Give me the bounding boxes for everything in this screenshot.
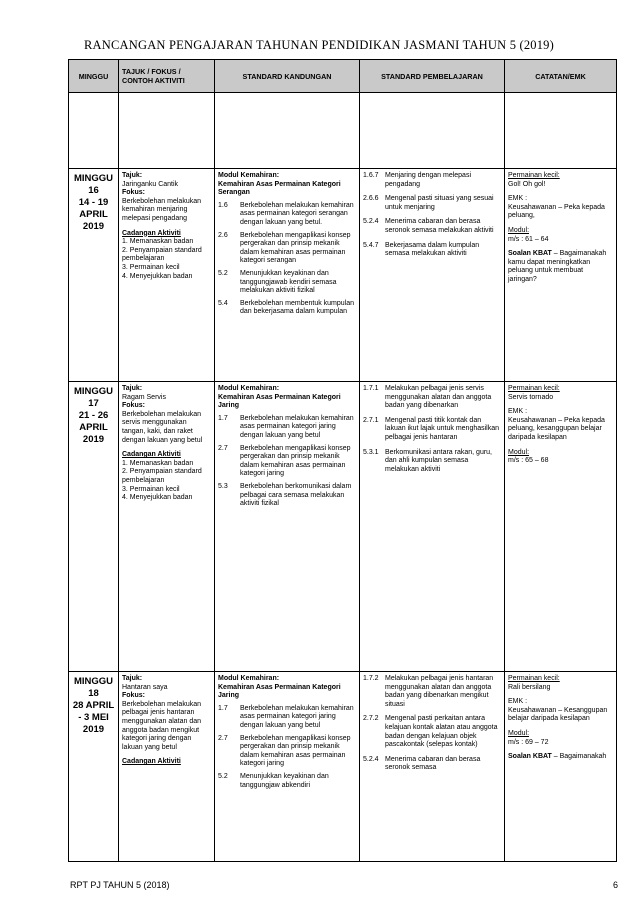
fokus-text: Berkebolehan melakukan kemahiran menjaring melepasi pengadang xyxy=(122,197,201,222)
header-tajuk: TAJUK / FOKUS / CONTOH AKTIVITI xyxy=(119,60,215,93)
kbat-text: – Bagaimanakah kamu dapat meningkatkan peluang untuk membuat jaringan? xyxy=(508,250,607,283)
sk-text: Berkebolehan mengaplikasi konsep pergerakan dan prinsip mekanik dalam kemahiran asas permainan kategori jaring xyxy=(240,734,351,768)
sk-title: Modul Kemahiran: xyxy=(218,385,280,392)
sk-text: Berkebolehan melakukan kemahiran asas permainan kategori serangan dengan lakuan yang betul. xyxy=(240,201,354,226)
sp-number: 5.3.1 xyxy=(363,448,379,456)
sk-text: Berkebolehan berkomunikasi dalam pelbagai cara semasa melakukan aktiviti fizikal xyxy=(240,482,352,508)
header-catatan: CATATAN/EMK xyxy=(505,60,617,93)
kbat-text: – Bagaimanakah xyxy=(553,753,607,761)
tajuk-label: Tajuk: xyxy=(122,172,143,179)
week-dates: 21 - 26 APRIL 2019 xyxy=(78,410,109,445)
sp-number: 5.2.4 xyxy=(363,755,379,763)
week-number: 18 xyxy=(88,688,99,699)
header-standard-pembelajaran: STANDARD PEMBELAJARAN xyxy=(360,60,505,93)
emk-label: EMK : xyxy=(508,408,528,416)
tajuk-text: Jaringanku Cantik xyxy=(122,180,179,188)
sk-title: Modul Kemahiran: xyxy=(218,675,280,682)
aktiviti-item: 4. Menyejukkan badan xyxy=(122,272,193,280)
cadangan-label: Cadangan Aktiviti xyxy=(122,451,181,459)
sp-text: Bekerjasama dalam kumpulan semasa melakukan aktiviti xyxy=(385,241,480,258)
emk-label: EMK : xyxy=(508,698,528,706)
sk-text: Berkebolehan mengaplikasi konsep pergerakan dan prinsip mekanik dalam kemahiran asas permainan kategori jaring xyxy=(240,444,351,478)
sp-text: Mengenal pasti perkaitan antara kelajuan kontak alatan atau anggota badan dengan kelajuan objek pascakontak (selepas kontak) xyxy=(385,715,498,749)
sp-text: Melakukan pelbagai jenis hantaran menggunakan alatan dan anggota badan yang dibenarkan mengikut situasi xyxy=(385,675,494,708)
week-label: MINGGU xyxy=(73,386,114,397)
sk-number: 1.7 xyxy=(218,704,228,712)
sk-number: 5.3 xyxy=(218,482,228,490)
fokus-label: Fokus: xyxy=(122,402,145,410)
modul-label: Modul: xyxy=(508,729,530,737)
fokus-label: Fokus: xyxy=(122,189,145,197)
header-minggu: MINGGU xyxy=(69,60,119,93)
sp-text: Berkomunikasi antara rakan, guru, dan ahli kumpulan semasa melakukan aktiviti xyxy=(385,448,492,473)
catatan-game: Rali bersilang xyxy=(508,683,551,691)
tajuk-label: Tajuk: xyxy=(122,385,143,392)
modul-text: m/s : 65 – 68 xyxy=(508,457,549,465)
sk-text: Berkebolehan mengaplikasi konsep pergerakan dan prinsip mekanik dalam kemahiran asas permainan kategori serangan xyxy=(240,231,351,265)
sk-number: 2.7 xyxy=(218,734,228,742)
sk-number: 2.7 xyxy=(218,444,228,452)
page-footer xyxy=(70,880,618,890)
catatan-label: Permainan kecil: xyxy=(508,675,560,682)
sp-number: 2.6.6 xyxy=(363,195,379,203)
tajuk-text: Ragam Servis xyxy=(122,393,166,401)
kbat-label: Soalan KBAT xyxy=(508,753,552,761)
sp-text: Mengenal pasti titik kontak dan lakuan ikut lajak untuk menghasilkan pelbagai jenis hantaran xyxy=(385,416,500,441)
cadangan-label: Cadangan Aktiviti xyxy=(122,229,181,237)
modul-text: m/s : 69 – 72 xyxy=(508,738,549,746)
cadangan-label: Cadangan Aktiviti xyxy=(122,758,181,766)
week-label: MINGGU xyxy=(73,173,114,184)
sk-text: Menunjukkan keyakinan dan tanggungjaw abkendiri xyxy=(240,772,329,789)
fokus-text: Berkebolehan melakukan pelbagai jenis hantaran menggunakan alatan dan anggota badan mengikut kategori jaring dengan lakuan yang betul xyxy=(122,700,202,751)
sp-number: 1.7.1 xyxy=(363,385,379,392)
emk-label: EMK : xyxy=(508,195,528,203)
tajuk-text: Hantaran saya xyxy=(122,683,168,691)
sk-text: Berkebolehan melakukan kemahiran asas permainan kategori jaring dengan lakuan yang betul xyxy=(240,414,354,439)
emk-text: Keusahawanan – Kesanggupan belajar daripada kesilapan xyxy=(508,706,608,723)
tajuk-label: Tajuk: xyxy=(122,675,143,682)
aktiviti-item: 1. Memanaskan badan xyxy=(122,238,194,246)
rpt-table xyxy=(68,59,617,862)
sk-text: Berkebolehan melakukan kemahiran asas permainan kategori jaring dengan lakuan yang betul xyxy=(240,704,354,729)
week-number: 16 xyxy=(88,185,99,196)
catatan-game: Servis tornado xyxy=(508,393,554,401)
modul-text: m/s : 61 – 64 xyxy=(508,235,549,243)
sk-subtitle: Kemahiran Asas Permainan Kategori Jaring xyxy=(218,393,341,410)
footer-left: RPT PJ TAHUN 5 (2018) xyxy=(70,880,170,890)
table-row xyxy=(69,169,617,382)
catatan-game: Gol! Oh gol! xyxy=(508,180,546,188)
sp-text: Melakukan pelbagai jenis servis menggunakan alatan dan anggota badan yang dibenarkan xyxy=(385,385,492,410)
sp-number: 1.7.2 xyxy=(363,675,379,682)
week-label: MINGGU xyxy=(73,676,114,687)
kbat-label: Soalan KBAT xyxy=(508,250,552,258)
modul-label: Modul: xyxy=(508,448,530,456)
sp-text: Mengenal pasti situasi yang sesuai untuk menjaring xyxy=(385,195,494,211)
sk-number: 2.6 xyxy=(218,231,228,239)
sk-number: 1.7 xyxy=(218,414,228,422)
table-row xyxy=(69,382,617,672)
week-dates: 14 - 19 APRIL 2019 xyxy=(78,197,109,232)
sp-text: Menerima cabaran dan berasa seronok semasa xyxy=(385,755,481,772)
aktiviti-item: 2. Penyampaian standard pembelajaran xyxy=(122,246,202,263)
sp-number: 2.7.1 xyxy=(363,416,379,424)
aktiviti-item: 4. Menyejukkan badan xyxy=(122,494,193,502)
sk-number: 5.2 xyxy=(218,772,228,780)
sk-number: 1.6 xyxy=(218,201,228,209)
aktiviti-item: 2. Penyampaian standard pembelajaran xyxy=(122,468,202,484)
sk-title: Modul Kemahiran: xyxy=(218,172,280,179)
sp-number: 1.6.7 xyxy=(363,172,379,179)
week-dates: 28 APRIL - 3 MEI 2019 xyxy=(72,700,115,735)
emk-text: Keusahawanan – Peka kepada peluang, kesanggupan belajar daripada kesilapan xyxy=(508,416,605,441)
sp-number: 5.2.4 xyxy=(363,218,379,226)
table-row xyxy=(69,672,617,862)
aktiviti-item: 3. Permainan kecil xyxy=(122,263,180,271)
sk-text: Menunjukkan keyakinan dan tanggungjawab kendiri semasa melakukan aktiviti fizikal xyxy=(240,269,337,295)
sk-number: 5.4 xyxy=(218,299,228,307)
aktiviti-item: 3. Permainan kecil xyxy=(122,485,180,493)
aktiviti-item: 1. Memanaskan badan xyxy=(122,459,194,467)
sk-text: Berkebolehan membentuk kumpulan dan bekerjasama dalam kumpulan xyxy=(240,299,355,316)
header-standard-kandungan: STANDARD KANDUNGAN xyxy=(215,60,360,93)
sp-number: 5.4.7 xyxy=(363,241,379,249)
sk-subtitle: Kemahiran Asas Permainan Kategori Serangan xyxy=(218,180,341,197)
sp-text: Menjaring dengan melepasi pengadang xyxy=(385,172,471,188)
sp-text: Menerima cabaran dan berasa seronok semasa melakukan aktiviti xyxy=(385,218,494,234)
modul-label: Modul: xyxy=(508,226,530,234)
fokus-text: Berkebolehan melakukan servis menggunakan tangan, kaki, dan raket dengan lakuan yang betul xyxy=(122,410,203,444)
page-number: 6 xyxy=(612,880,618,890)
empty-row xyxy=(69,93,617,169)
document-title: RANCANGAN PENGAJARAN TAHUNAN PENDIDIKAN JASMANI TAHUN 5 (2019) xyxy=(83,38,554,52)
emk-text: Keusahawanan – Peka kepada peluang, xyxy=(508,203,605,220)
fokus-label: Fokus: xyxy=(122,692,145,700)
catatan-label: Permainan kecil: xyxy=(508,385,560,392)
sk-number: 5.2 xyxy=(218,269,228,277)
catatan-label: Permainan kecil: xyxy=(508,172,560,179)
sp-number: 2.7.2 xyxy=(363,715,379,723)
week-number: 17 xyxy=(88,398,99,409)
sk-subtitle: Kemahiran Asas Permainan Kategori Jaring xyxy=(218,683,341,700)
